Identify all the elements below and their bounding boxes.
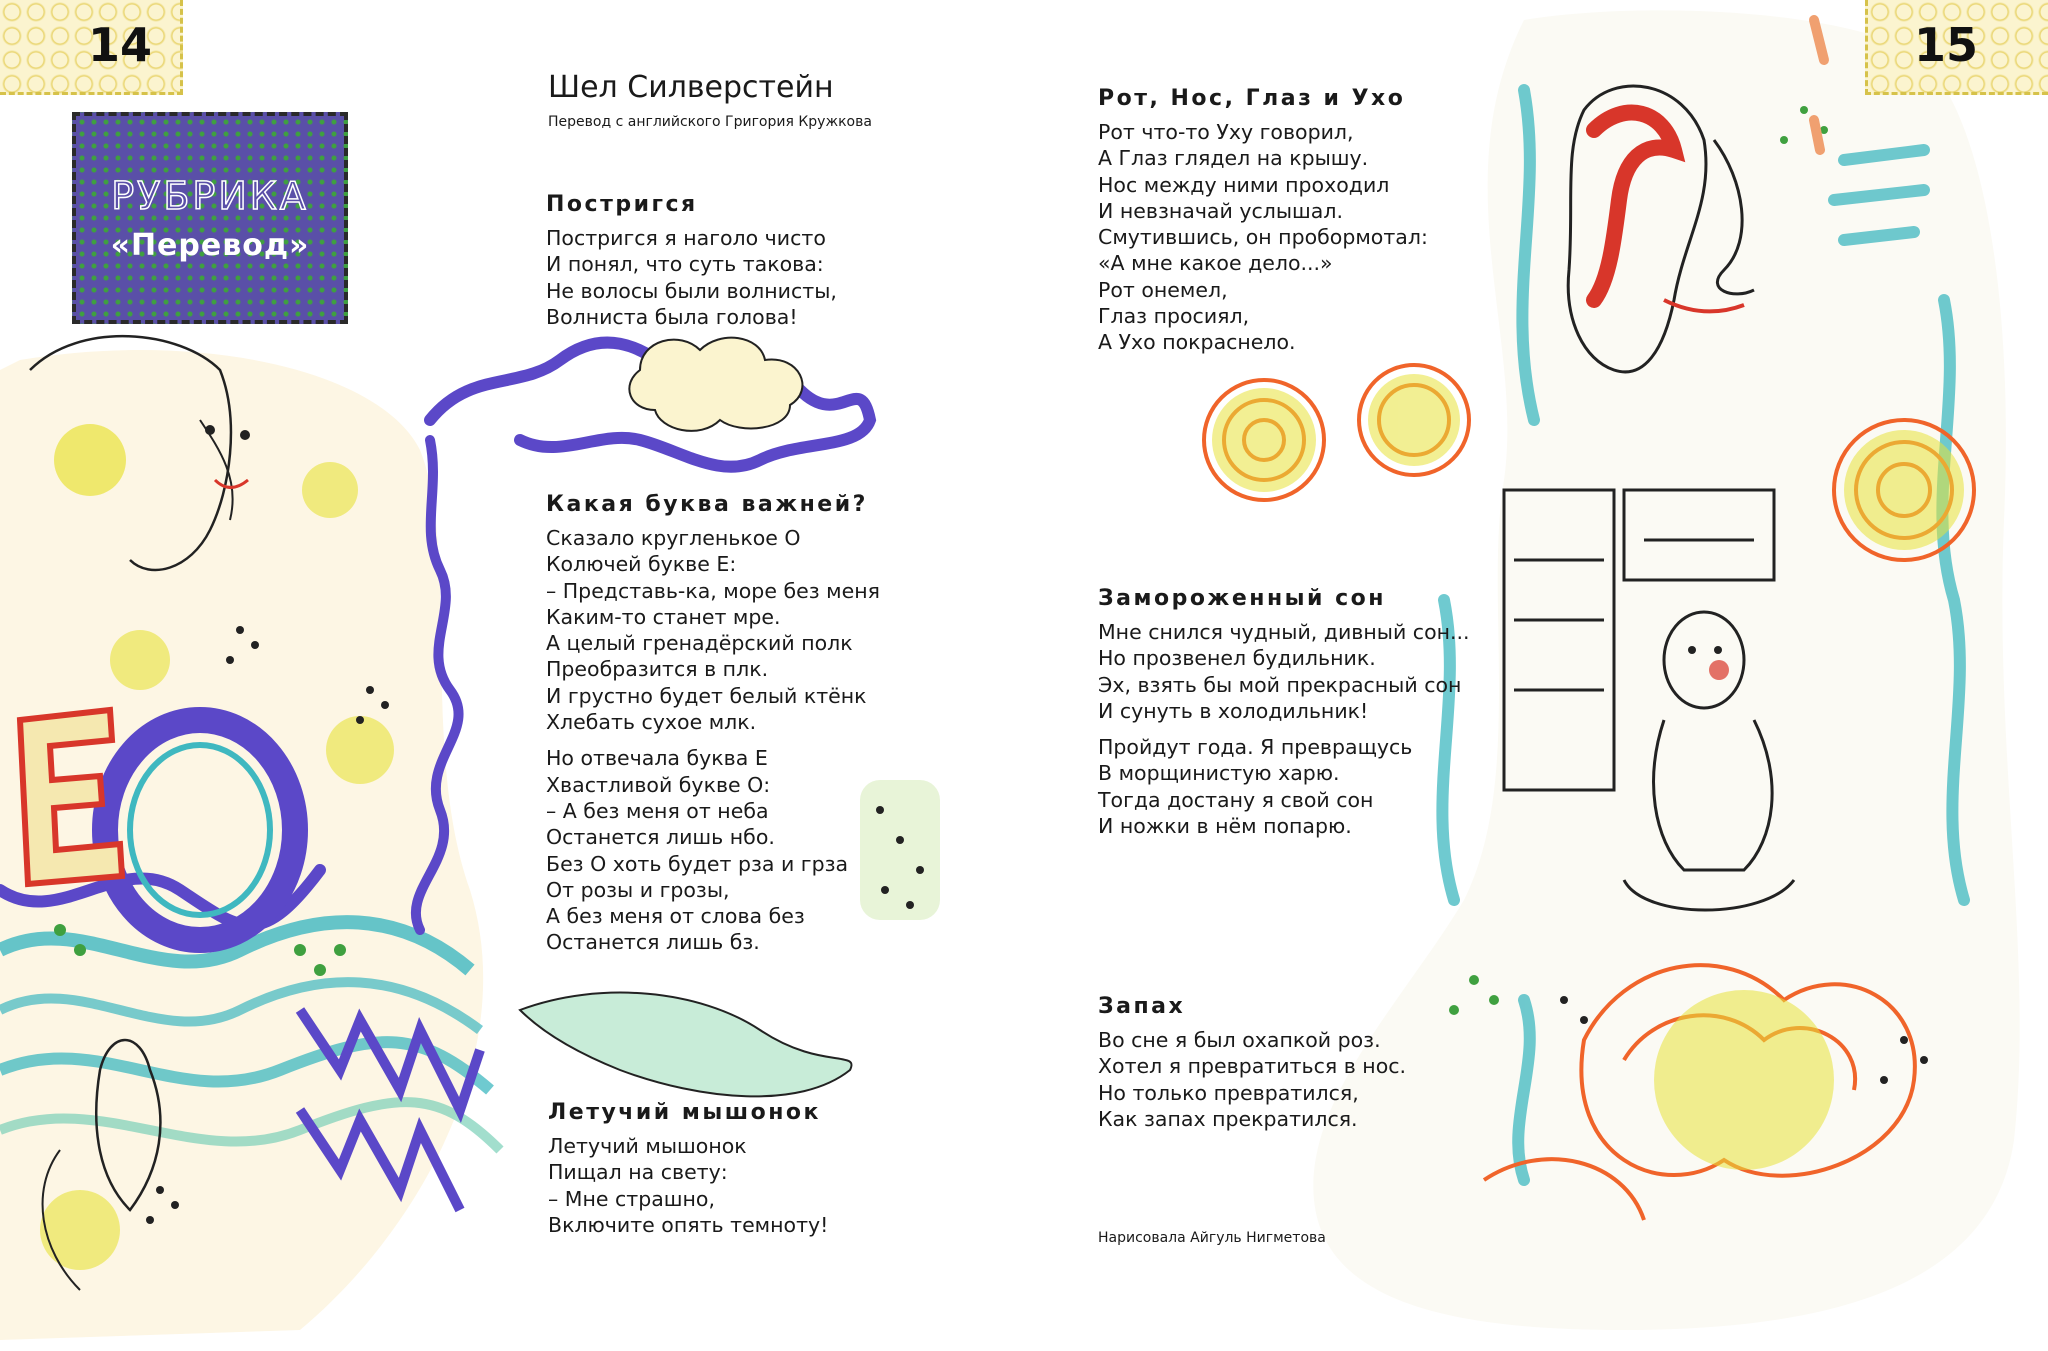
poem-line: Но прозвенел будильник. (1098, 646, 1376, 671)
poem-line: Останется лишь нбо. (546, 825, 775, 850)
poem-line: Но отвечала буква Е (546, 746, 768, 771)
poem-zamorozhenny-son (1098, 586, 1470, 849)
poem-line: И невзначай услышал. (1098, 198, 1343, 223)
rubric-title: РУБРИКА (111, 173, 309, 218)
poem-line: – Мне страшно, (548, 1186, 715, 1211)
stanza (1098, 119, 1428, 356)
poem-line: От розы и грозы, (546, 877, 730, 902)
poem-line: А Ухо покраснело. (1098, 330, 1296, 355)
rubric-badge (72, 112, 348, 324)
rubric-subtitle: «Перевод» (110, 227, 310, 263)
poem-title: Запах (1098, 994, 1186, 1019)
page-number-right: 15 (1913, 18, 1978, 72)
poem-rot-nos-glaz-ukho (1098, 86, 1428, 366)
poem-line: Постригся я наголо чисто (546, 226, 826, 250)
poem-line: Колючей букве Е: (546, 552, 737, 577)
stanza (546, 225, 837, 330)
stanza (548, 1133, 828, 1238)
poem-line: Летучий мышонок (548, 1134, 747, 1158)
poem-line: Нос между ними проходил (1098, 172, 1390, 197)
poem-line: Хлебать сухое млк. (546, 710, 757, 735)
poem-line: Хвастливой букве О: (546, 772, 771, 797)
poem-line: Но только превратился, (1098, 1080, 1359, 1105)
author-name: Шел Силверстейн (548, 70, 834, 105)
poem-line: И понял, что суть такова: (546, 252, 824, 277)
poem-line: Пройдут года. Я превращусь (1098, 735, 1413, 760)
poem-line: Преобразится в плк. (546, 657, 769, 682)
poem-line: И сунуть в холодильник! (1098, 698, 1369, 723)
poem-line: Тогда достану я свой сон (1098, 787, 1374, 812)
poem-postrigsya (546, 192, 837, 340)
illustrator-credit: Нарисовала Айгуль Нигметова (1098, 1230, 1326, 1246)
poem-zapakh (1098, 994, 1406, 1142)
poem-letuchiy-myshonok (548, 1100, 828, 1248)
poem-line: Во сне я был охапкой роз. (1098, 1028, 1381, 1052)
poem-line: Не волосы были волнисты, (546, 278, 837, 303)
poem-line: Как запах прекратился. (1098, 1106, 1358, 1131)
stanza (1098, 619, 1470, 724)
poem-title: Летучий мышонок (548, 1100, 821, 1125)
poem-line: Рот онемел, (1098, 277, 1228, 302)
poem-line: Сказало кругленькое О (546, 526, 801, 550)
poem-title: Постригся (546, 192, 698, 217)
poem-line: Глаз просиял, (1098, 304, 1250, 329)
poem-line: В морщинистую харю. (1098, 761, 1340, 786)
poem-kakaya-bukva (546, 492, 880, 966)
poem-title: Рот, Нос, Глаз и Ухо (1098, 86, 1406, 111)
poem-title: Какая буква важней? (546, 492, 868, 517)
poem-line: И грустно будет белый ктёнк (546, 683, 867, 708)
poem-line: И ножки в нём попарю. (1098, 814, 1352, 839)
poem-line: Рот что-то Уху говорил, (1098, 120, 1354, 144)
poem-line: – Представь-ка, море без меня (546, 578, 880, 603)
poem-line: Включите опять темноту! (548, 1212, 829, 1237)
stanza (1098, 1027, 1406, 1132)
stanza (1098, 734, 1470, 839)
poem-line: Эх, взять бы мой прекрасный сон (1098, 672, 1462, 697)
poem-line: Останется лишь бз. (546, 930, 760, 955)
poem-line: Пищал на свету: (548, 1160, 728, 1185)
poem-line: Хотел я превратиться в нос. (1098, 1054, 1407, 1079)
poem-line: А Глаз глядел на крышу. (1098, 146, 1369, 171)
poem-line: А без меня от слова без (546, 904, 805, 929)
right-page (1024, 0, 2048, 1351)
poem-line: Каким-то станет мре. (546, 604, 781, 629)
poem-line: «А мне какое дело...» (1098, 251, 1333, 276)
page-number-left: 14 (88, 18, 153, 72)
poem-line: – А без меня от неба (546, 798, 769, 823)
poem-line: Мне снился чудный, дивный сон... (1098, 620, 1470, 644)
poem-line: Смутившись, он пробормотал: (1098, 225, 1428, 250)
poem-line: Без О хоть будет рза и грза (546, 851, 849, 876)
stanza (546, 525, 880, 735)
poem-line: Волниста была голова! (546, 304, 798, 329)
translator-credit: Перевод с английского Григория Кружкова (548, 114, 872, 130)
poem-line: А целый гренадёрский полк (546, 631, 853, 656)
stanza (546, 745, 880, 955)
poem-title: Замороженный сон (1098, 586, 1386, 611)
